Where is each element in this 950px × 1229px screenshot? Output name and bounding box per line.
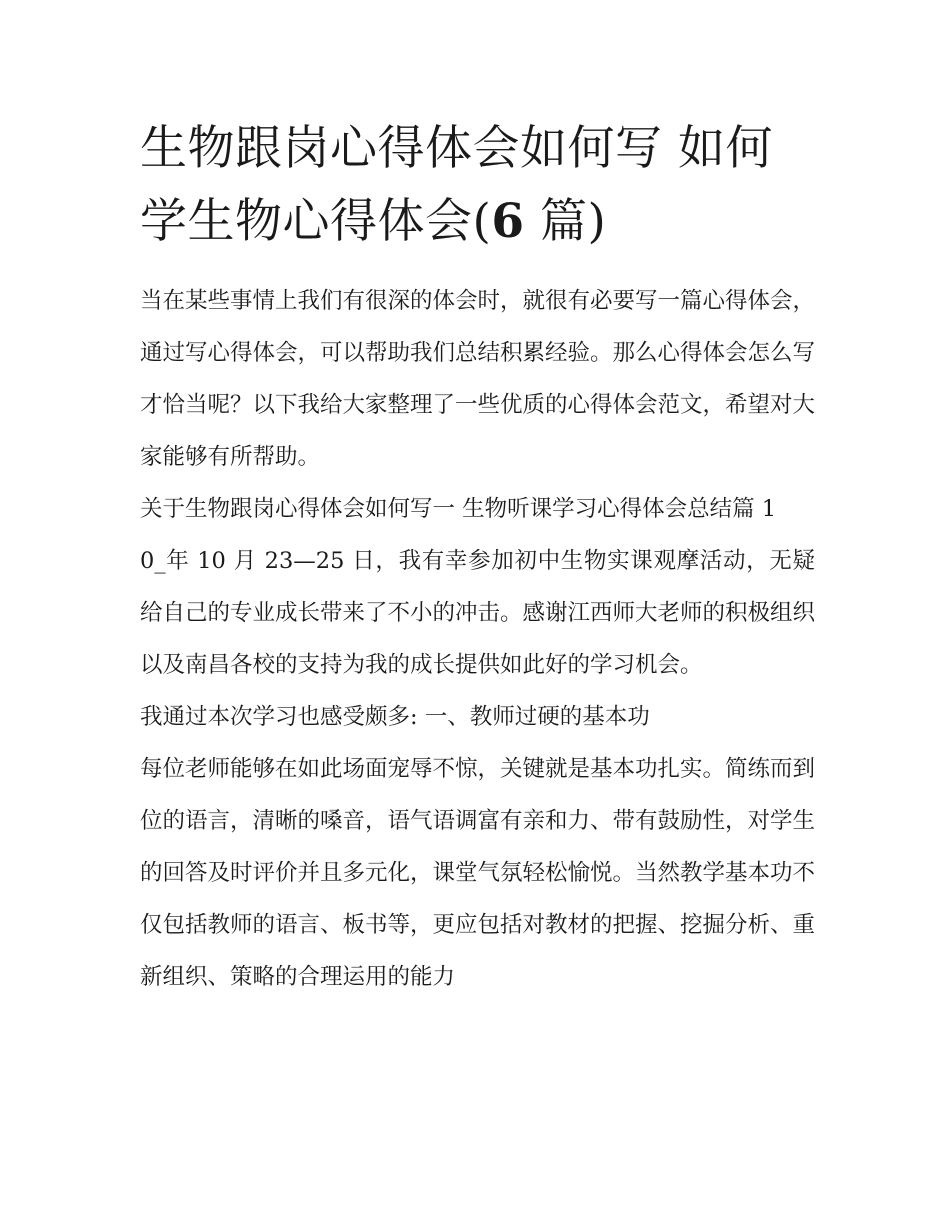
title-count: 6: [491, 194, 525, 249]
page-title: [140, 112, 815, 258]
body-paragraph: 每位老师能够在如此场面宠辱不惊，关键就是基本功扎实。简练而到位的语言，清晰的嗓音，语气语调富有亲和力、带有鼓励性，对学生的回答及时评价并且多元化，课堂气氛轻松愉悦。当然教学基本功不仅包括教师的语言、板书等，更应包括对教材的把握、挖掘分析、重新组织、策略的合理运用的能力: [140, 756, 816, 990]
section-heading: 关于生物跟岗心得体会如何写一 生物听课学习心得体会总结篇 1: [140, 496, 777, 522]
document-body: [140, 112, 815, 1003]
body-paragraph: 0_年 10 月 23—25 日，我有幸参加初中生物实课观摩活动，无疑给自己的专业成长带来了不小的冲击。感谢江西师大老师的积极组织以及南昌各校的支持为我的成长提供如此好的学习机会。: [140, 548, 816, 678]
title-text: 生物跟岗心得体会如何写 如何学生物心得体会(: [140, 121, 773, 249]
title-suffix: 篇): [524, 194, 607, 249]
title-spacer: [140, 258, 815, 275]
intro-paragraph: 当在某些事情上我们有很深的体会时，就很有必要写一篇心得体会，通过写心得体会，可以帮助我们总结积累经验。那么心得体会怎么写才恰当呢？以下我给大家整理了一些优质的心得体会范文，希望对大家能够有所帮助。: [140, 288, 816, 470]
subheading-paragraph: 我通过本次学习也感受颇多: 一、教师过硬的基本功: [140, 704, 650, 730]
